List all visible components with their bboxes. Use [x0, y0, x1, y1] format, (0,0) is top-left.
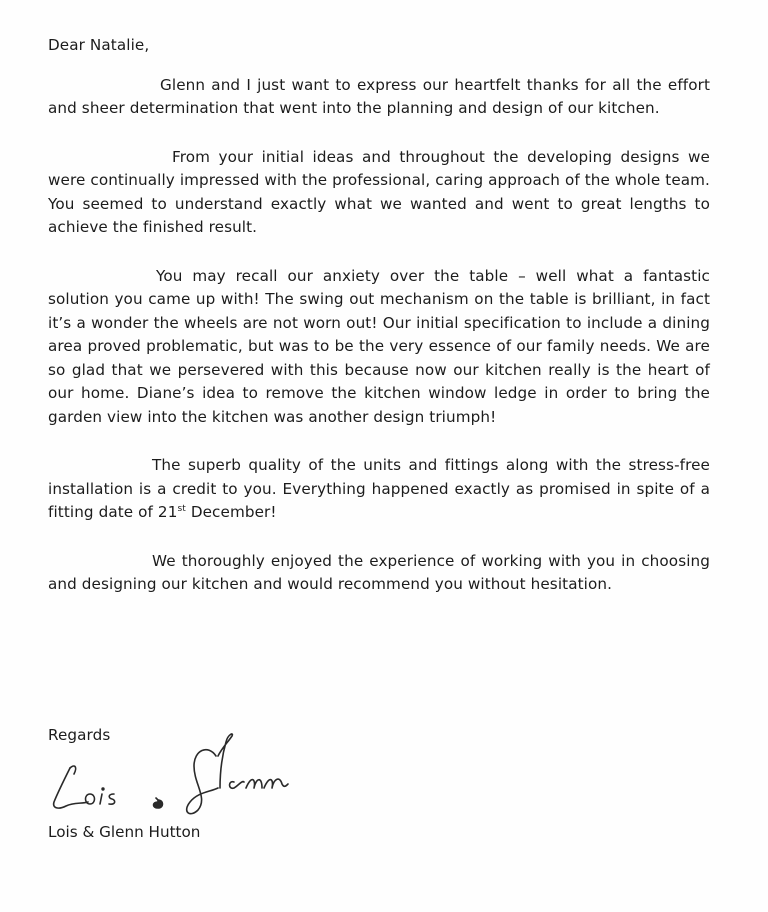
signatory-name: Lois & Glenn Hutton — [48, 823, 201, 841]
handwritten-signature — [48, 728, 318, 818]
salutation: Dear Natalie, — [48, 36, 150, 54]
paragraph-quality-date-end: December! — [185, 503, 277, 521]
letter-body — [48, 34, 710, 744]
paragraph-thanks: Glenn and I just want to express our heartfelt thanks for all the effort and sheer determination that went into the planning and design of our kitchen. — [48, 75, 710, 117]
closing: Regards — [48, 726, 111, 744]
paragraph-table: You may recall our anxiety over the table – well what a fantastic solution you came up with! The swing out mechanism on the table is brilliant, in fact it’s a wonder the wheels are not worn out! Our initial specification to include a dining area proved problematic, but was to be the very essence of our family needs. We are so glad that we persevered with this because now our kitchen really is the heart of our home. Diane’s idea to remove the kitchen window ledge in order to bring the garden view into the kitchen was another design triumph! — [48, 266, 710, 426]
paragraph-initial-ideas: From your initial ideas and throughout the developing designs we were continually impressed with the professional, caring approach of the whole team. You seemed to understand exactly what we wanted and went to great lengths to achieve the finished result. — [48, 147, 710, 236]
paragraph-recommend: We thoroughly enjoyed the experience of working with you in choosing and designing our kitchen and would recommend you without hesitation. — [48, 551, 710, 593]
paragraph-quality-text: The superb quality of the units and fittings along with the stress-free installation is a credit to you. Everything happened exactly as promised in spite of a fitting date of 21 — [48, 456, 710, 521]
paragraph-quality — [48, 454, 710, 525]
signature-drawing — [48, 728, 318, 818]
date-ordinal-suffix: st — [177, 503, 186, 514]
